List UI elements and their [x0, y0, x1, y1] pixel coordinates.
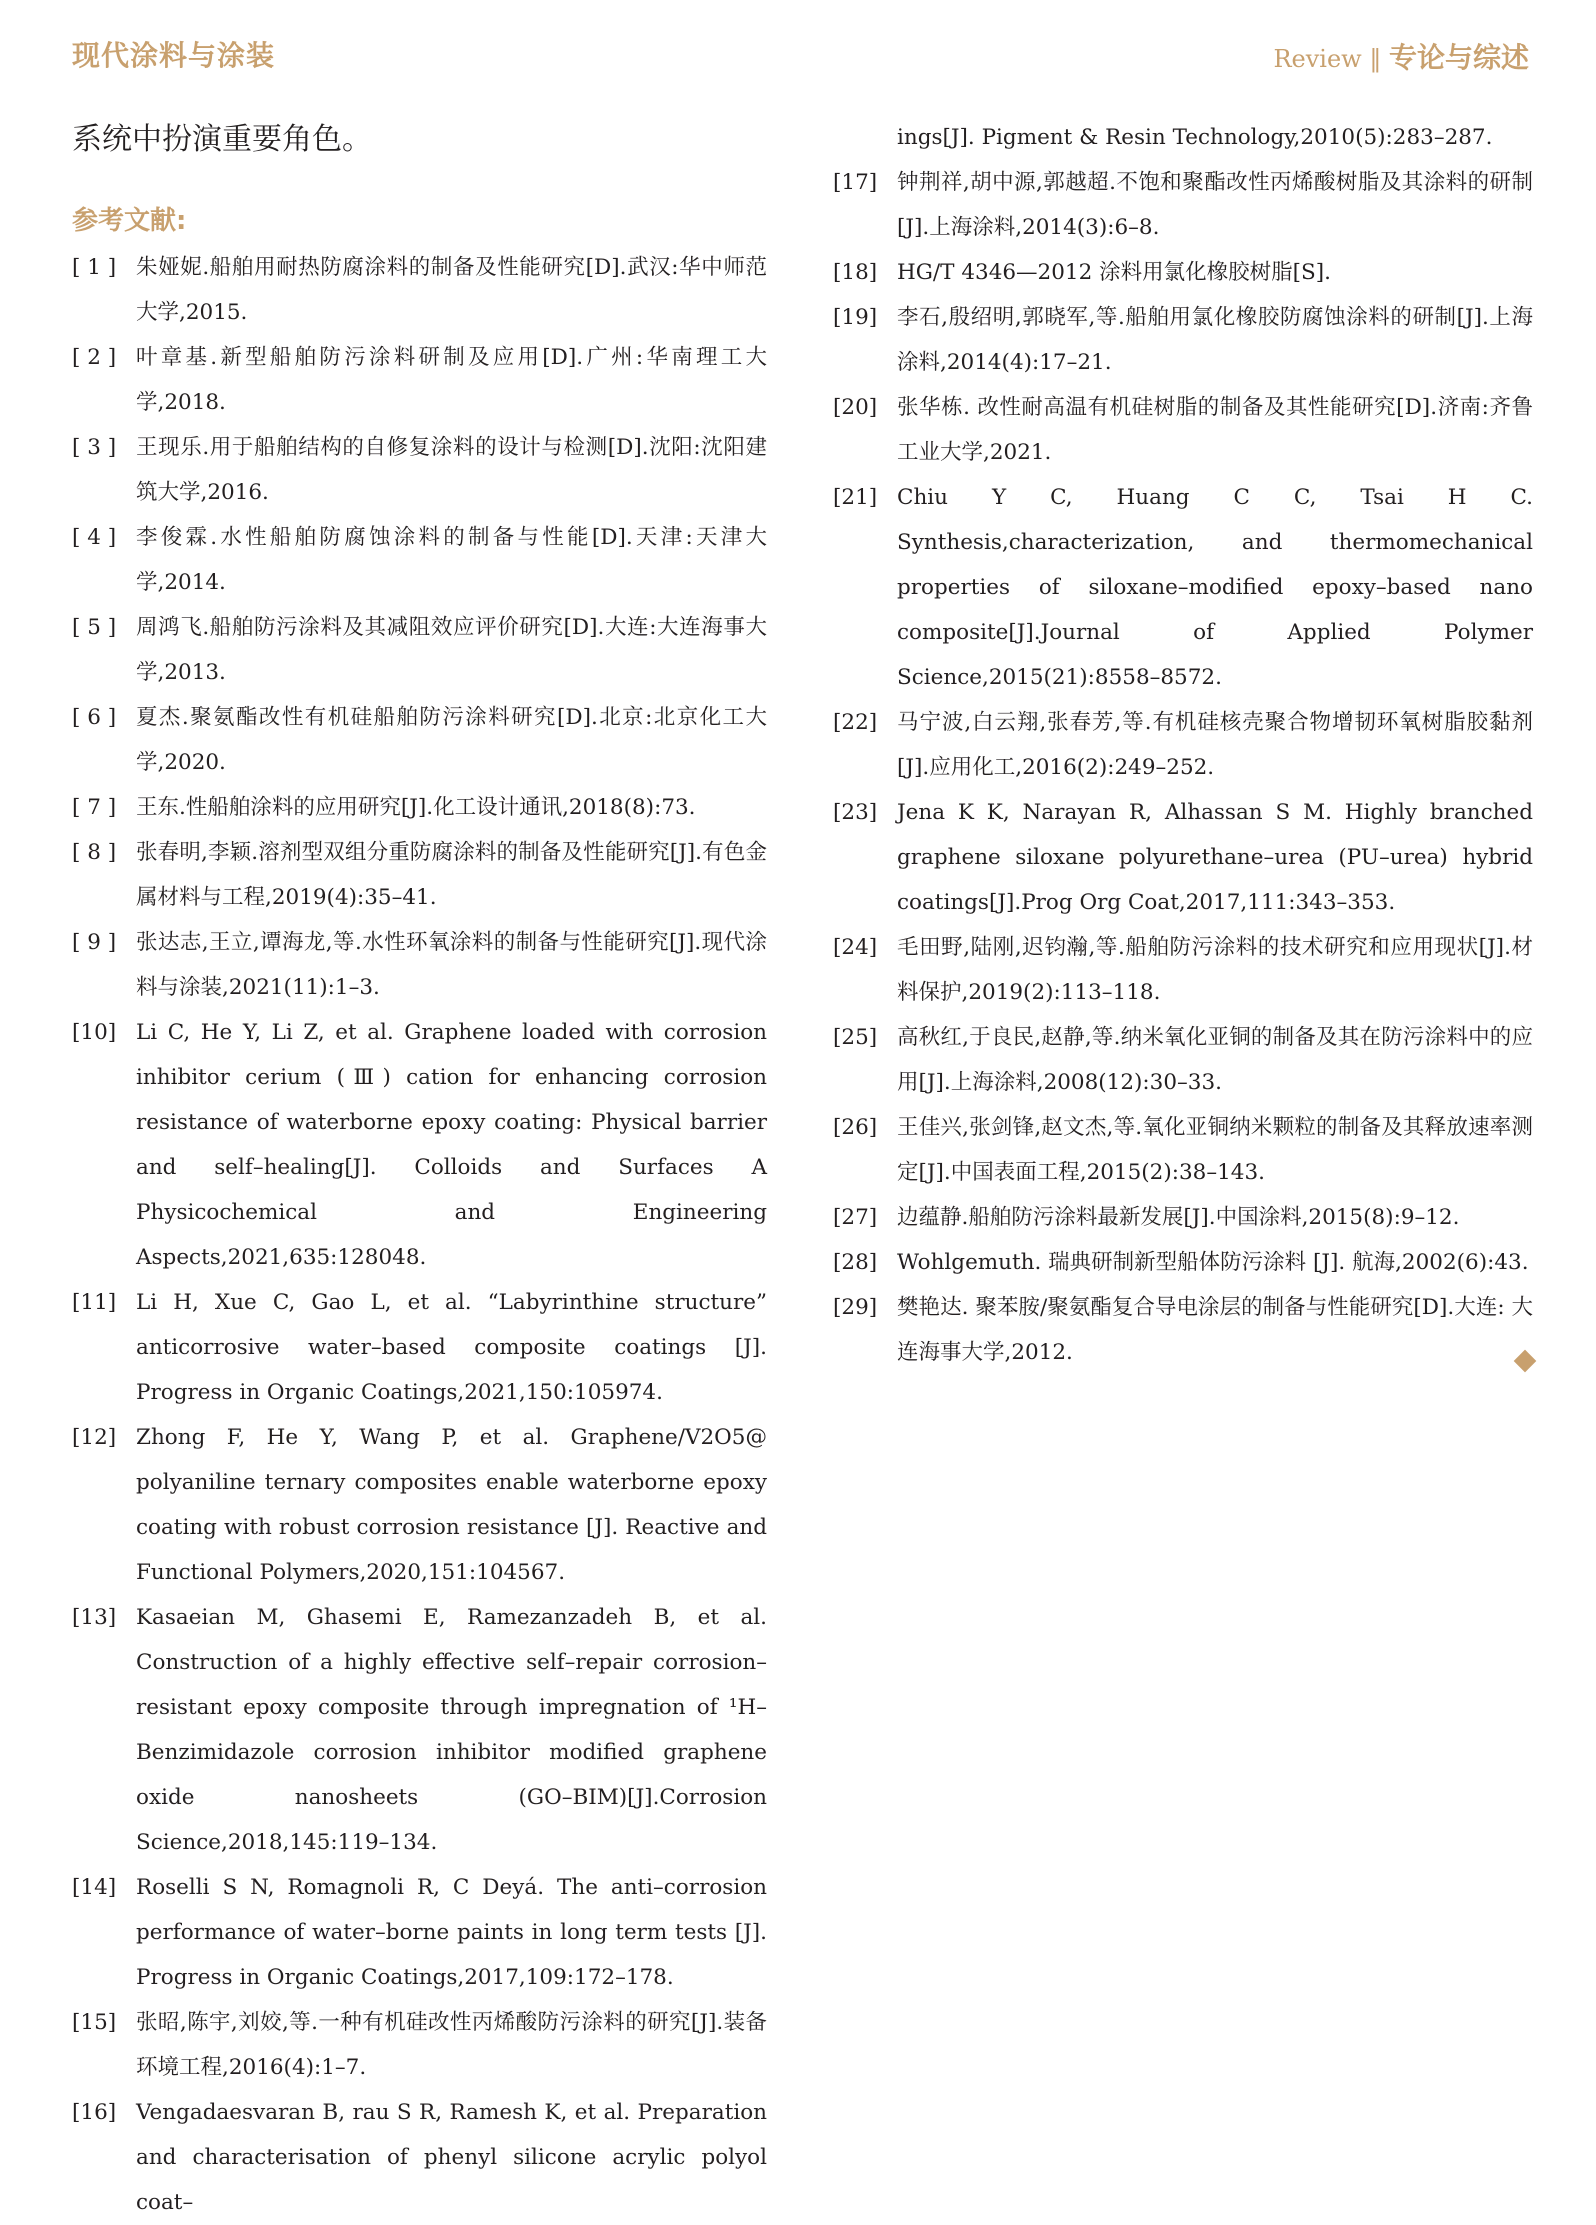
- reference-number: [ 8 ]: [72, 840, 117, 865]
- reference-text: 钟荆祥,胡中源,郭越超.不饱和聚酯改性丙烯酸树脂及其涂料的研制[J].上海涂料,2014(3):6–8.: [897, 170, 1533, 240]
- reference-text: 李俊霖.水性船舶防腐蚀涂料的制备与性能[D].天津:天津大学,2014.: [136, 525, 767, 595]
- reference-item: [833, 160, 1533, 250]
- reference-text: 毛田野,陆刚,迟钧瀚,等.船舶防污涂料的技术研究和应用现状[J].材料保护,2019(2):113–118.: [897, 935, 1533, 1005]
- reference-item: [72, 1595, 767, 1865]
- reference-number: [ 7 ]: [72, 795, 117, 820]
- reference-text: Li H, Xue C, Gao L, et al. “Labyrinthine structure” anticorrosive water–based composite coatings [J]. Progress in Organic Coatings,2021,150:105974.: [136, 1290, 767, 1405]
- reference-item: [833, 475, 1533, 700]
- header-divider: ‖: [1369, 45, 1382, 73]
- reference-list-left: [72, 245, 767, 2225]
- reference-number: [22]: [833, 710, 878, 735]
- reference-text: 马宁波,白云翔,张春芳,等.有机硅核壳聚合物增韧环氧树脂胶黏剂[J].应用化工,2016(2):249–252.: [897, 710, 1533, 780]
- reference-number: [ 4 ]: [72, 525, 117, 550]
- reference-item: [833, 385, 1533, 475]
- reference-item: [833, 1240, 1533, 1285]
- references-heading: 参考文献:: [72, 206, 187, 236]
- reference-text: 边蕴静.船舶防污涂料最新发展[J].中国涂料,2015(8):9–12.: [897, 1205, 1460, 1230]
- reference-number: [ 1 ]: [72, 255, 117, 280]
- reference-text: Roselli S N, Romagnoli R, C Deyá. The anti–corrosion performance of water–borne paints in long term tests [J]. Progress in Organic Coatings,2017,109:172–178.: [136, 1875, 767, 1990]
- right-column: [833, 115, 1533, 1375]
- journal-title: 现代涂料与涂装: [72, 39, 276, 72]
- reference-number: [27]: [833, 1205, 878, 1230]
- intro-text: 系统中扮演重要角色。: [72, 122, 372, 157]
- left-column: [72, 115, 767, 2225]
- reference-item: [833, 700, 1533, 790]
- reference-text: 张达志,王立,谭海龙,等.水性环氧涂料的制备与性能研究[J].现代涂料与涂装,2021(11):1–3.: [136, 930, 767, 1000]
- reference-number: [12]: [72, 1425, 117, 1450]
- reference-item: [72, 1280, 767, 1415]
- reference-number: [ 5 ]: [72, 615, 117, 640]
- reference-text: 张华栋. 改性耐高温有机硅树脂的制备及其性能研究[D].济南:齐鲁工业大学,2021.: [897, 395, 1533, 465]
- reference-item: [72, 515, 767, 605]
- reference-item: [72, 335, 767, 425]
- reference-item: [72, 425, 767, 515]
- reference-item: [833, 925, 1533, 1015]
- reference-text: 李石,殷绍明,郭晓军,等.船舶用氯化橡胶防腐蚀涂料的研制[J].上海涂料,2014(4):17–21.: [897, 305, 1533, 375]
- reference-item: [72, 920, 767, 1010]
- reference-number: [28]: [833, 1250, 878, 1275]
- reference-item: [833, 790, 1533, 925]
- reference-number: [20]: [833, 395, 878, 420]
- reference-number: [ 6 ]: [72, 705, 117, 730]
- reference-item: [833, 250, 1533, 295]
- reference-number: [23]: [833, 800, 878, 825]
- reference-number: [10]: [72, 1020, 117, 1045]
- reference-number: [26]: [833, 1115, 878, 1140]
- reference-item: [833, 1195, 1533, 1240]
- reference-item: [833, 1105, 1533, 1195]
- reference-number: [25]: [833, 1025, 878, 1050]
- reference-text: Vengadaesvaran B, rau S R, Ramesh K, et al. Preparation and characterisation of phenyl silicone acrylic polyol coat–: [136, 2100, 767, 2215]
- reference-item: [72, 2000, 767, 2090]
- reference-text: Kasaeian M, Ghasemi E, Ramezanzadeh B, et al. Construction of a highly effective self–repair corrosion–resistant epoxy composite through impregnation of ¹H–Benzimidazole corrosion inhibitor modified graphene oxide nanosheets (GO–BIM)[J].Corrosion Science,2018,145:119–134.: [136, 1605, 767, 1855]
- reference-text: 高秋红,于良民,赵静,等.纳米氧化亚铜的制备及其在防污涂料中的应用[J].上海涂料,2008(12):30–33.: [897, 1025, 1533, 1095]
- reference-item: [833, 1015, 1533, 1105]
- section-header: [1273, 36, 1529, 76]
- reference-text: 张昭,陈宇,刘姣,等.一种有机硅改性丙烯酸防污涂料的研究[J].装备环境工程,2016(4):1–7.: [136, 2010, 767, 2080]
- reference-item: [72, 605, 767, 695]
- reference-text: Zhong F, He Y, Wang P, et al. Graphene/V2O5@ polyaniline ternary composites enable waterborne epoxy coating with robust corrosion resistance [J]. Reactive and Functional Polymers,2020,151:104567.: [136, 1425, 767, 1585]
- reference-text: Chiu Y C, Huang C C, Tsai H C. Synthesis,characterization, and thermomechanical properties of siloxane–modified epoxy–based nano composite[J].Journal of Applied Polymer Science,2015(21):8558–8572.: [897, 485, 1533, 690]
- reference-text: 张春明,李颖.溶剂型双组分重防腐涂料的制备及性能研究[J].有色金属材料与工程,2019(4):35–41.: [136, 840, 767, 910]
- reference-text: HG/T 4346—2012 涂料用氯化橡胶树脂[S].: [897, 260, 1331, 285]
- reference-text: Jena K K, Narayan R, Alhassan S M. Highly branched graphene siloxane polyurethane–urea (PU–urea) hybrid coatings[J].Prog Org Coat,2017,111:343–353.: [897, 800, 1533, 915]
- reference-text: 樊艳达. 聚苯胺/聚氨酯复合导电涂层的制备与性能研究[D].大连: 大连海事大学,2012.: [897, 1295, 1533, 1365]
- reference-text: 王现乐.用于船舶结构的自修复涂料的设计与检测[D].沈阳:沈阳建筑大学,2016.: [136, 435, 767, 505]
- reference-text: 夏杰.聚氨酯改性有机硅船舶防污涂料研究[D].北京:北京化工大学,2020.: [136, 705, 767, 775]
- reference-text: Wohlgemuth. 瑞典研制新型船体防污涂料 [J]. 航海,2002(6):43.: [897, 1250, 1529, 1275]
- end-diamond-icon: [1514, 1350, 1537, 1373]
- reference-item: [72, 695, 767, 785]
- reference-item: [72, 1415, 767, 1595]
- reference-text: Li C, He Y, Li Z, et al. Graphene loaded with corrosion inhibitor cerium (Ⅲ) cation for enhancing corrosion resistance of waterborne epoxy coating: Physical barrier and self–healing[J]. Colloids and Surfaces A Physicochemical and Engineering Aspects,2021,635:128048.: [136, 1020, 767, 1270]
- reference-number: [24]: [833, 935, 878, 960]
- reference-continuation: ings[J]. Pigment & Resin Technology,2010(5):283–287.: [897, 125, 1493, 150]
- reference-item: [72, 785, 767, 830]
- reference-item: [72, 1865, 767, 2000]
- reference-number: [19]: [833, 305, 878, 330]
- reference-item: [72, 830, 767, 920]
- reference-item: [72, 2090, 767, 2225]
- reference-text: 周鸿飞.船舶防污涂料及其减阻效应评价研究[D].大连:大连海事大学,2013.: [136, 615, 767, 685]
- reference-number: [16]: [72, 2100, 117, 2125]
- reference-text: 叶章基.新型船舶防污涂料研制及应用[D].广州:华南理工大学,2018.: [136, 345, 767, 415]
- reference-text: 王东.性船舶涂料的应用研究[J].化工设计通讯,2018(8):73.: [136, 795, 696, 820]
- reference-list-right: [833, 160, 1533, 1375]
- reference-number: [17]: [833, 170, 878, 195]
- reference-number: [15]: [72, 2010, 117, 2035]
- reference-item: [72, 245, 767, 335]
- reference-number: [11]: [72, 1290, 117, 1315]
- reference-number: [ 2 ]: [72, 345, 117, 370]
- reference-text: 王佳兴,张剑锋,赵文杰,等.氧化亚铜纳米颗粒的制备及其释放速率测定[J].中国表面工程,2015(2):38–143.: [897, 1115, 1533, 1185]
- review-label: Review: [1273, 45, 1362, 73]
- section-title: 专论与综述: [1388, 41, 1529, 74]
- reference-number: [ 3 ]: [72, 435, 117, 460]
- reference-number: [29]: [833, 1295, 878, 1320]
- reference-number: [21]: [833, 485, 878, 510]
- reference-number: [13]: [72, 1605, 117, 1630]
- reference-number: [14]: [72, 1875, 117, 1900]
- reference-text: 朱娅妮.船舶用耐热防腐涂料的制备及性能研究[D].武汉:华中师范大学,2015.: [136, 255, 767, 325]
- reference-number: [ 9 ]: [72, 930, 117, 955]
- reference-item: [833, 1285, 1533, 1375]
- reference-item: [833, 295, 1533, 385]
- reference-item: [72, 1010, 767, 1280]
- reference-number: [18]: [833, 260, 878, 285]
